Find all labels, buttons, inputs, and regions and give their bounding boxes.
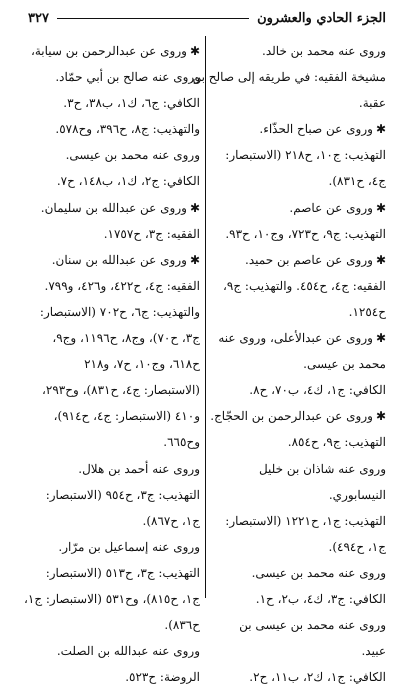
text-line: [212, 612, 386, 638]
text-line: [212, 168, 386, 194]
line-text: النيسابوري.: [328, 487, 386, 502]
line-text: وروى عن عبدالله بن سليمان.: [40, 200, 187, 215]
asterisk-icon: ✱: [189, 44, 200, 58]
line-text: عقبة.: [358, 96, 386, 111]
asterisk-icon: ✱: [375, 122, 386, 137]
text-line: [212, 195, 386, 221]
line-text: ح١٢٥٤.: [348, 304, 386, 319]
asterisk-icon: ✱: [375, 200, 386, 215]
line-text: ج٣، ح٧٠)، وج٨، ح١١٩٦، وج٩،: [52, 331, 200, 346]
text-line: [212, 247, 386, 273]
line-text: ج١، ح٨١٥)، وح٥٣١ (الاستبصار: ج١،: [23, 591, 200, 606]
text-line: [212, 299, 386, 325]
text-line: [212, 586, 386, 612]
text-line: [23, 586, 200, 612]
text-line: [28, 612, 200, 638]
line-text: الفقيه: ج٤، ح٤٢٢، و٤٢٦، و٧٩٩.: [44, 278, 200, 293]
asterisk-icon: ✱: [375, 331, 386, 346]
text-line: [28, 664, 200, 690]
line-text: الفقيه: ج٤، ح٤٥٤. والتهذيب: ج٩،: [223, 278, 386, 293]
asterisk-icon: ✱: [375, 252, 386, 267]
asterisk-icon: ✱: [189, 252, 200, 267]
line-text: وروى عنه عبدالله بن الصلت.: [56, 644, 200, 659]
line-text: وروى عنه محمد بن خالد.: [262, 44, 386, 58]
page-number: ٣٢٧: [28, 10, 49, 26]
text-line: [28, 168, 200, 194]
text-line: [28, 64, 200, 90]
line-text: التهذيب: ج١، ح١٢٢١ (الاستبصار:: [225, 513, 386, 528]
text-line: [28, 482, 200, 508]
line-text: الكافي: ج٦، ك١، ب٣٨، ح٣.: [63, 96, 200, 111]
text-line: [28, 142, 200, 168]
page-header: [28, 6, 386, 30]
line-text: وروى عنه محمد بن عيسى.: [251, 565, 386, 580]
line-text: مشيخة الفقيه: في طريقه إلى صالح بن: [192, 70, 386, 85]
asterisk-icon: ✱: [375, 409, 386, 424]
text-line: [212, 377, 386, 403]
left-column: [23, 38, 200, 690]
line-text: الفقيه: ج٣، ح١٧٥٧.: [103, 226, 200, 241]
line-text: وروى عنه أحمد بن هلال.: [78, 461, 200, 476]
line-text: والتهذيب: ج٨، ح٣٩٦، وح٥٧٨.: [55, 122, 200, 137]
line-text: وروى عن عبدالرحمن بن سيابة،: [30, 44, 187, 58]
text-line: [212, 325, 386, 351]
asterisk-icon: ✱: [189, 200, 200, 215]
text-line: [28, 508, 200, 534]
text-line: [212, 90, 386, 116]
line-text: وروى عن عاصم بن حميد.: [245, 252, 373, 267]
text-line: [212, 638, 386, 664]
right-column: [192, 38, 386, 690]
line-text: وروى عن عبدالله بن سنان.: [51, 252, 187, 267]
line-text: ح٦١٨، وج١٠، ح٧، و٢١٨: [84, 357, 200, 372]
line-text: وروى عن عبدالرحمن بن الحجّاج.: [210, 409, 373, 424]
text-line: [28, 325, 200, 351]
text-line: [212, 403, 386, 429]
line-text: الكافي: ج٣، ك٤، ب٢، ح١.: [255, 591, 386, 606]
line-text: الروضة: ح٥٢٣.: [125, 670, 200, 685]
text-line: [28, 429, 200, 455]
line-text: و٤١٠ (الاستبصار: ج٤، ح٩١٤)،: [53, 409, 200, 424]
text-line: [28, 195, 200, 221]
text-line: [192, 64, 386, 90]
text-line: [28, 247, 200, 273]
text-line: [212, 116, 386, 142]
text-line: [212, 534, 386, 560]
header-rule: [57, 18, 249, 19]
column-divider: [205, 36, 206, 598]
text-line: [212, 482, 386, 508]
text-line: [28, 221, 200, 247]
line-text: وروى عن عبدالأعلى، وروى عنه: [218, 331, 373, 346]
text-line: [28, 273, 200, 299]
line-text: والتهذيب: ج٦، ح٧٠٢ (الاستبصار:: [39, 304, 200, 319]
line-text: وح٦٦٥.: [163, 435, 200, 450]
text-line: [212, 273, 386, 299]
text-line: [28, 116, 200, 142]
line-text: ح٨٣٦).: [164, 618, 200, 633]
text-line: [28, 560, 200, 586]
text-line: [28, 638, 200, 664]
text-line: [28, 456, 200, 482]
line-text: عبيد.: [361, 644, 386, 659]
text-line: [28, 534, 200, 560]
text-line: [28, 38, 200, 64]
text-line: [212, 429, 386, 455]
line-text: التهذيب: ج٣، ح٥١٣ (الاستبصار:: [45, 565, 200, 580]
text-line: [28, 90, 200, 116]
line-text: التهذيب: ج٩، ح٧٢٣، وج١٠، ح٩٣.: [225, 226, 386, 241]
line-text: وروى عنه محمد بن عيسى.: [65, 148, 200, 163]
text-line: [212, 456, 386, 482]
line-text: وروى عنه صالح بن أبي حمّاد.: [55, 70, 200, 85]
line-text: الكافي: ج٢، ك١، ب١٤٨، ح٧.: [56, 174, 200, 189]
line-text: التهذيب: ج٣، ح٩٥٤ (الاستبصار:: [45, 487, 200, 502]
text-line: [212, 221, 386, 247]
text-line: [212, 560, 386, 586]
line-text: ج١، ح٨٦٧).: [142, 513, 200, 528]
line-text: وروى عن عاصم.: [289, 200, 373, 215]
text-line: [212, 508, 386, 534]
line-text: ج١، ح٤٩٤).: [328, 539, 386, 554]
line-text: ج٤، ح٨٣١).: [328, 174, 386, 189]
text-line: [212, 38, 386, 64]
text-line: [28, 299, 200, 325]
text-line: [212, 142, 386, 168]
line-text: وروى عنه محمد بن عيسى بن: [239, 618, 386, 633]
line-text: التهذيب: ج١٠، ح٢١٨ (الاستبصار:: [225, 148, 386, 163]
text-line: [212, 664, 386, 690]
running-title: الجزء الحادي والعشرون: [257, 10, 386, 26]
line-text: التهذيب: ج٩، ح٨٥٤.: [287, 435, 386, 450]
text-line: [28, 351, 200, 377]
line-text: محمد بن عيسى.: [303, 357, 386, 372]
line-text: وروى عنه إسماعيل بن مرّار.: [58, 539, 200, 554]
line-text: الكافي: ج١، ك٢، ب١١، ح٢.: [249, 670, 386, 685]
line-text: وروى عنه شاذان بن خليل: [258, 461, 386, 476]
line-text: وروى عن صباح الحذّاء.: [259, 122, 373, 137]
line-text: الكافي: ج١، ك٤، ب٧٠، ح٨.: [249, 383, 386, 398]
text-line: [28, 377, 200, 403]
text-line: [212, 351, 386, 377]
line-text: (الاستبصار: ج٤، ح٨٣١)، وح٢٩٣،: [42, 383, 200, 398]
text-line: [28, 403, 200, 429]
